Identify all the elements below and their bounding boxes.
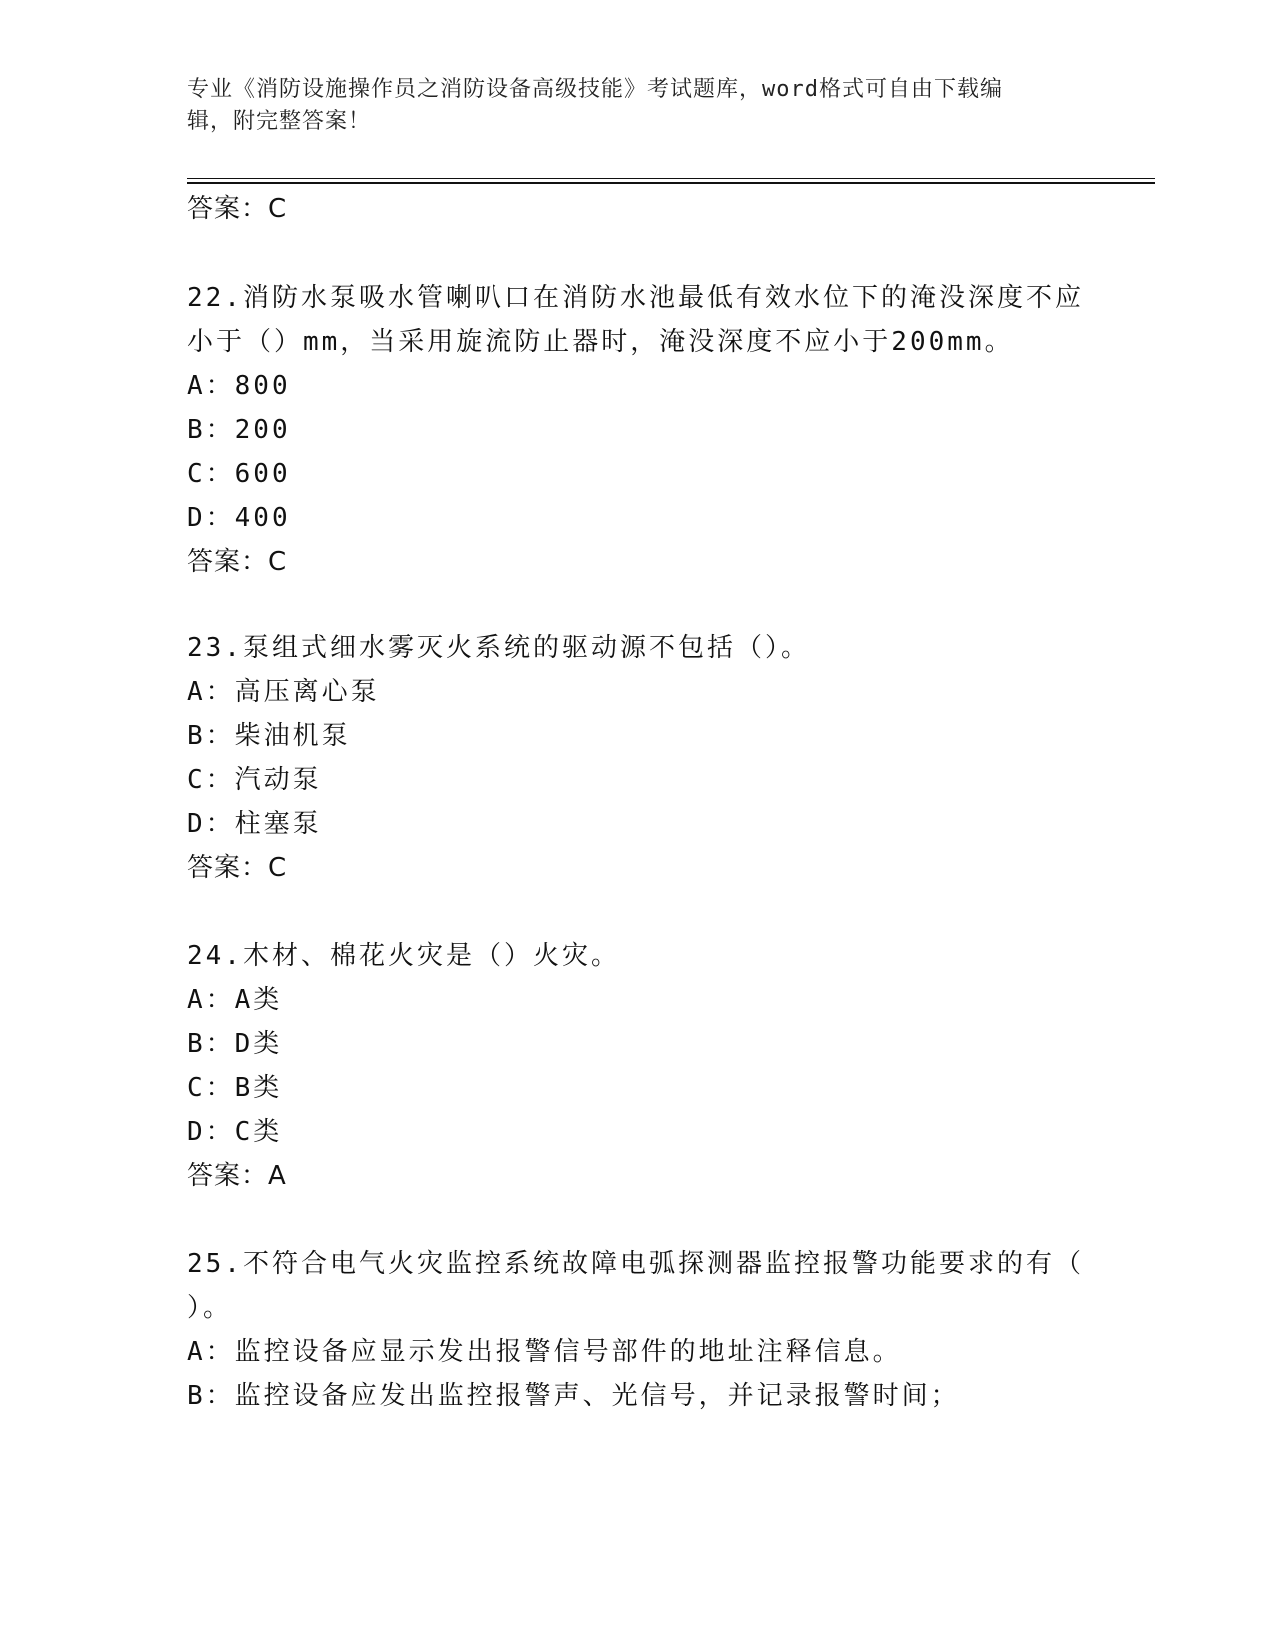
question-22-stem-line-2: 小于（）mm，当采用旋流防止器时，淹没深度不应小于200mm。 xyxy=(187,327,1014,357)
header-line-2: 辑，附完整答案！ xyxy=(187,109,372,134)
question-23-option-d: D：柱塞泵 xyxy=(187,809,322,839)
question-24-option-c: C：B类 xyxy=(187,1073,283,1103)
question-25-option-a: A：监控设备应显示发出报警信号部件的地址注释信息。 xyxy=(187,1337,902,1367)
question-22-option-d: D：400 xyxy=(187,503,291,533)
header-divider-thin xyxy=(187,178,1155,179)
question-22-option-a: A：800 xyxy=(187,371,291,401)
question-22-answer: 答案：C xyxy=(187,547,288,577)
question-24-stem: 24.木材、棉花火灾是（）火灾。 xyxy=(187,941,620,971)
document-header xyxy=(187,74,1087,138)
question-24-option-a: A：A类 xyxy=(187,985,283,1015)
question-24-answer: 答案：A xyxy=(187,1161,287,1191)
question-25-stem-line-1: 25.不符合电气火灾监控系统故障电弧探测器监控报警功能要求的有（ xyxy=(187,1249,1084,1279)
question-23-option-b: B：柴油机泵 xyxy=(187,721,351,751)
question-22-option-c: C：600 xyxy=(187,459,291,489)
question-25-option-b: B：监控设备应发出监控报警声、光信号，并记录报警时间； xyxy=(187,1381,960,1411)
previous-answer: 答案：C xyxy=(187,194,288,224)
question-25-stem-line-2: ）。 xyxy=(187,1293,233,1323)
question-24-option-b: B：D类 xyxy=(187,1029,283,1059)
header-divider-thick xyxy=(187,182,1155,184)
question-23-option-a: A：高压离心泵 xyxy=(187,677,380,707)
question-22-option-b: B：200 xyxy=(187,415,291,445)
question-23-answer: 答案：C xyxy=(187,853,288,883)
header-line-1: 专业《消防设施操作员之消防设备高级技能》考试题库，word格式可自由下载编 xyxy=(187,77,1003,102)
question-24-option-d: D：C类 xyxy=(187,1117,283,1147)
question-23-option-c: C：汽动泵 xyxy=(187,765,322,795)
question-22-stem-line-1: 22.消防水泵吸水管喇叭口在消防水池最低有效水位下的淹没深度不应 xyxy=(187,283,1084,313)
question-23-stem: 23.泵组式细水雾灭火系统的驱动源不包括（）。 xyxy=(187,633,810,663)
